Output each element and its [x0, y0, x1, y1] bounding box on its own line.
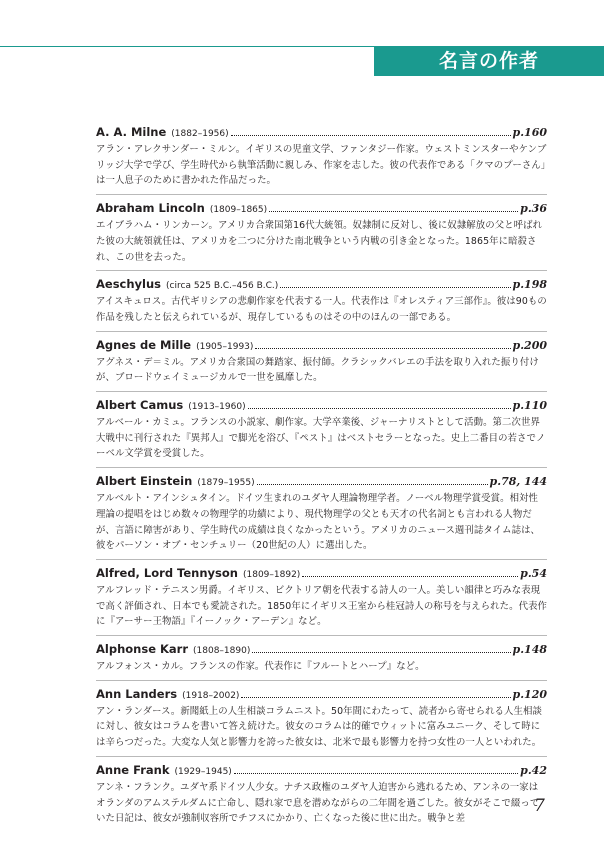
dot-leader: [234, 772, 518, 774]
author-entry: [96, 686, 547, 751]
author-list: [96, 124, 547, 827]
author-entry: [96, 473, 547, 554]
dot-leader: [280, 286, 510, 288]
page-reference: p.148: [512, 643, 547, 657]
author-entry: [96, 124, 547, 189]
page-reference: p.110: [512, 399, 547, 413]
author-name: Albert Camus: [96, 398, 184, 413]
page-reference: p.36: [520, 202, 547, 216]
entry-divider: [96, 680, 547, 681]
entry-divider: [96, 559, 547, 560]
author-description: アルフォンス・カル。フランスの作家。代表作に『フルートとハープ』など。: [96, 661, 425, 673]
author-entry: [96, 397, 547, 462]
author-entry: [96, 641, 547, 675]
author-years: (1913–1960): [188, 402, 246, 413]
author-name: Albert Einstein: [96, 474, 193, 489]
dot-leader: [252, 651, 510, 653]
author-description: アンネ・フランク。ユダヤ系ドイツ人少女。ナチス政権のユダヤ人迫害から逃れるため、アンネの一家はオランダのアムステルダムに亡命し、隠れ家で息を潜めながらの二年間を過ごした。彼女がそこで綴っていた日記は、彼女が強制収容所でチフスにかかり、亡くなった後に世に出た。戦争と差: [96, 781, 540, 825]
author-years: (circa 525 B.C.–456 B.C.): [166, 281, 279, 292]
author-name: Ann Landers: [96, 686, 178, 701]
page-title: 名言の作者: [374, 46, 604, 76]
author-entry: [96, 762, 547, 827]
author-years: (1879–1955): [197, 478, 255, 489]
author-name: Alphonse Karr: [96, 642, 189, 657]
author-name: Aeschylus: [96, 277, 162, 292]
author-name: Anne Frank: [96, 762, 170, 777]
page-reference: p.120: [512, 687, 547, 701]
author-years: (1918–2002): [182, 690, 240, 701]
page-reference: p.160: [512, 126, 547, 139]
entry-heading: [96, 473, 547, 489]
entry-heading: [96, 276, 547, 292]
author-description: アイスキュロス。古代ギリシアの悲劇作家を代表する一人。代表作は『オレスティア三部作』。彼は90もの作品を残したと伝えられているが、現存しているものはその中のほんの一部である。: [96, 296, 547, 323]
author-name: Abraham Lincoln: [96, 201, 205, 216]
entry-divider: [96, 467, 547, 468]
author-entry: [96, 200, 547, 265]
entry-divider: [96, 391, 547, 392]
dot-leader: [302, 575, 518, 577]
author-description: アン・ランダース。新聞紙上の人生相談コラムニスト。50年間にわたって、読者から寄せられる人生相談に対し、彼女はコラムを書いて答え続けた。彼女のコラムは的確でウィットに富みユニーク、そして時には辛らつだった。大変な人気と影響力を誇った彼女は、北米で最も影響力を持つ女性の一人といわれた。: [96, 705, 542, 749]
entry-divider: [96, 756, 547, 757]
author-years: (1809–1892): [242, 569, 301, 580]
author-description: アルフレッド・テニスン男爵。イギリス、ビクトリア朝を代表する詩人の一人。美しい韻律と巧みな表現で高く評価され、日本でも愛読された。1850年にイギリス王室から桂冠詩人の称号を与えられた。代表作に『アーサー王物語』『イーノック・アーデン』など。: [96, 584, 548, 628]
author-entry: [96, 565, 547, 630]
entry-divider: [96, 270, 547, 271]
entry-heading: [96, 565, 547, 581]
author-years: (1882–1956): [171, 129, 229, 139]
dot-leader: [269, 210, 518, 212]
dot-leader: [255, 347, 510, 349]
entry-heading: [96, 124, 547, 140]
header-rule: [0, 46, 380, 47]
entry-heading: [96, 641, 547, 657]
page-number: 7: [534, 796, 545, 816]
author-description: アラン・アレクサンダー・ミルン。イギリスの児童文学、ファンタジー作家。ウェストミンスターやケンブリッジ大学で学び、学生時代から執筆活動に親しみ、作家を志した。彼の代表作である「クマのプーさん」は一人息子のために書かれた作品だった。: [96, 144, 547, 187]
author-entry: [96, 337, 547, 386]
author-description: アルベール・カミュ。フランスの小説家、劇作家。大学卒業後、ジャーナリストとして活動。第二次世界大戦中に刊行された『異邦人』で脚光を浴び、『ペスト』はベストセラーとなった。史上二番目の若さでノーベル文学賞を受賞した。: [96, 417, 546, 460]
dot-leader: [248, 407, 511, 409]
entry-heading: [96, 397, 547, 413]
author-entry: [96, 276, 547, 325]
dot-leader: [231, 134, 511, 136]
author-name: Alfred, Lord Tennyson: [96, 565, 238, 580]
entry-divider: [96, 331, 547, 332]
author-description: アルベルト・アインシュタイン。ドイツ生まれのユダヤ人理論物理学者。ノーベル物理学賞受賞。相対性理論の提唱をはじめ数々の物理学的功績により、現代物理学の父とも天才の代名詞とも言われる人物だが、言語に障害があり、学生時代の成績は良くなかったという。アメリカのニュース週刊誌タイム誌は、彼をパーソン・オブ・センチュリー（20世紀の人）に選出した。: [96, 493, 541, 552]
author-years: (1808–1890): [193, 646, 251, 657]
page-reference: p.54: [520, 566, 547, 580]
entry-heading: [96, 686, 547, 702]
entry-divider: [96, 194, 547, 195]
page-reference: p.198: [512, 278, 547, 292]
entry-heading: [96, 762, 547, 778]
entry-divider: [96, 635, 547, 636]
author-name: A. A. Milne: [96, 125, 167, 139]
entry-heading: [96, 337, 547, 353]
author-years: (1905–1993): [196, 341, 254, 352]
author-years: (1929–1945): [174, 766, 232, 777]
author-description: アグネス・デ＝ミル。アメリカ合衆国の舞踏家、振付師。クラシックバレエの手法を取り入れた振り付けが、ブロードウェイミュージカルで一世を風靡した。: [96, 356, 539, 384]
author-description: エイブラハム・リンカーン。アメリカ合衆国第16代大統領。奴隷制に反対し、後に奴隷解放の父と呼ばれた彼の大統領就任は、アメリカを二つに分けた南北戦争という内戦の引き金となった。1865年に暗殺され、この世を去った。: [96, 220, 543, 263]
author-name: Agnes de Mille: [96, 337, 192, 352]
author-years: (1809–1865): [209, 205, 268, 216]
dot-leader: [241, 696, 510, 698]
entry-heading: [96, 200, 547, 216]
page-reference: p.42: [520, 763, 547, 777]
page-reference: p.78, 144: [489, 475, 547, 489]
page-reference: p.200: [512, 338, 547, 352]
dot-leader: [257, 483, 488, 485]
